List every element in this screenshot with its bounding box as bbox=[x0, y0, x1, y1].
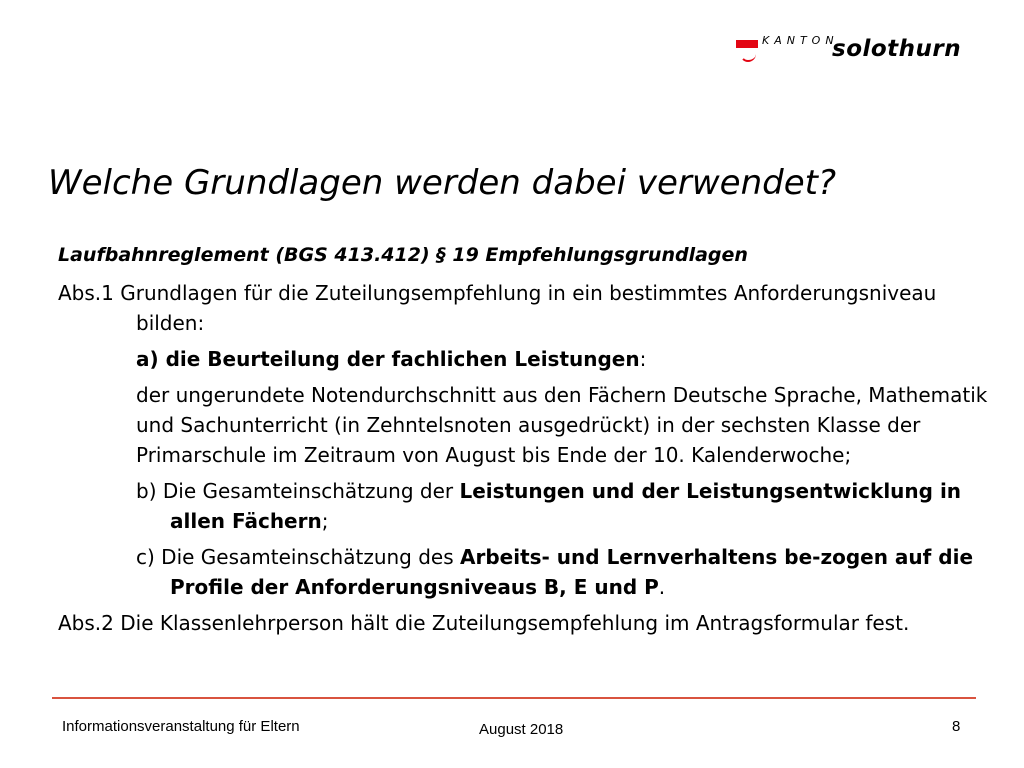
item-c-prefix: c) bbox=[136, 545, 155, 569]
logo-hook-icon bbox=[740, 48, 756, 62]
item-c-suffix: . bbox=[658, 575, 666, 599]
item-c bbox=[58, 542, 988, 602]
logo-name-text: solothurn bbox=[832, 36, 962, 62]
item-b-text: Die Gesamteinschätzung der bbox=[156, 479, 460, 503]
slide-body bbox=[58, 240, 988, 644]
footer-date: August 2018 bbox=[479, 721, 564, 738]
slide-title: Welche Grundlagen werden dabei verwendet? bbox=[48, 163, 836, 203]
item-b bbox=[58, 476, 988, 536]
item-a bbox=[58, 344, 988, 374]
paragraph-abs2: Abs.2 Die Klassenlehrperson hält die Zuteilungsempfehlung im Antragsformular fest. bbox=[58, 611, 910, 635]
page-number: 8 bbox=[952, 718, 961, 735]
footer-divider bbox=[52, 697, 976, 699]
regulation-heading: Laufbahnreglement (BGS 413.412) § 19 Empfehlungsgrundlagen bbox=[58, 244, 748, 266]
logo-red-bar-icon bbox=[736, 40, 758, 48]
kanton-solothurn-logo bbox=[736, 34, 986, 70]
item-b-suffix: ; bbox=[321, 509, 329, 533]
item-a-suffix: : bbox=[639, 347, 647, 371]
item-b-prefix: b) bbox=[136, 479, 157, 503]
footer-event-title: Informationsveranstaltung für Eltern bbox=[62, 718, 300, 735]
logo-kanton-text: KANTON bbox=[762, 34, 839, 47]
item-c-bold: Arbeits- und Lernverhaltens be-zogen auf die Profile der Anforderungsniveaus B, E und P bbox=[170, 545, 974, 599]
item-a-prefix: a) bbox=[136, 347, 166, 371]
item-a-bold: die Beurteilung der fachlichen Leistungen bbox=[165, 347, 640, 371]
paragraph-abs1: Abs.1 Grundlagen für die Zuteilungsempfehlung in ein bestimmtes Anforderungsniveau bilden: bbox=[58, 281, 937, 335]
item-b-bold: Leistungen und der Leistungsentwicklung in allen Fächern bbox=[170, 479, 962, 533]
grade-average-detail: der ungerundete Notendurchschnitt aus den Fächern Deutsche Sprache, Mathematik und Sachunterricht (in Zehntelsnoten ausgedrückt) in der sechsten Klasse der Primarschule im Zeitraum von August bis Ende der 10. Kalenderwoche; bbox=[136, 383, 988, 467]
item-c-text: Die Gesamteinschätzung des bbox=[154, 545, 460, 569]
